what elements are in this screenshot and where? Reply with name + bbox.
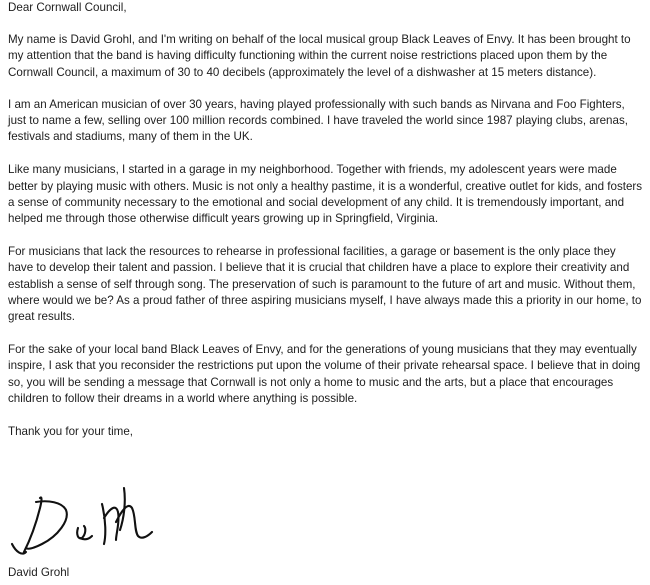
paragraph-background: I am an American musician of over 30 years, having played professionally with such bands as Nirvana and Foo Fighters, just to name a few, selling over 100 million records combined. I have traveled the world since 1987 playing clubs, arenas, festivals and stadiums, many of them in the UK.: [8, 97, 628, 144]
paragraph-request: For the sake of your local band Black Leaves of Envy, and for the generations of young musicians that they may eventually inspire, I ask that you reconsider the restrictions put upon the volume of their private rehearsal space. I believe that in doing so, you will be sending a message that Cornwall is not only a home to music and the arts, but a place that encourages children to follow their dreams in a world where anything is possible.: [8, 343, 641, 405]
paragraph-resources: For musicians that lack the resources to rehearse in professional facilities, a garage or basement is the only place they have to develop their talent and passion. I believe that it is crucial that children have a place to explore their creativity and establish a sense of self through song. The preservation of such is paramount to the future of art and music. Without them, where would we be? As a proud father of three aspiring musicians myself, I have always made this a priority in our home, to great results.: [8, 245, 642, 324]
salutation: Dear Cornwall Council,: [8, 1, 127, 14]
paragraph-intro: My name is David Grohl, and I'm writing on behalf of the local musical group Black Leaves of Envy. It has been brought to my attention that the band is having difficulty functioning within the current noise restrictions placed upon them by the Cornwall Council, a maximum of 30 to 40 decibels (approximately the level of a dishwasher at 15 meters distance).: [8, 33, 631, 79]
signer-name: David Grohl: [8, 566, 70, 579]
paragraph-garage: Like many musicians, I started in a garage in my neighborhood. Together with friends, my adolescent years were made better by playing music with others. Music is not only a healthy pastime, it is a wonderful, creative outlet for kids, and fosters a sense of community necessary to the emotional and social development of any child. It is tremendously important, and helped me through those otherwise difficult years growing up in Springfield, Virginia.: [8, 163, 643, 226]
letter-body: [8, 0, 644, 440]
signature-icon: [6, 478, 206, 568]
closing-line: Thank you for your time,: [8, 425, 134, 439]
